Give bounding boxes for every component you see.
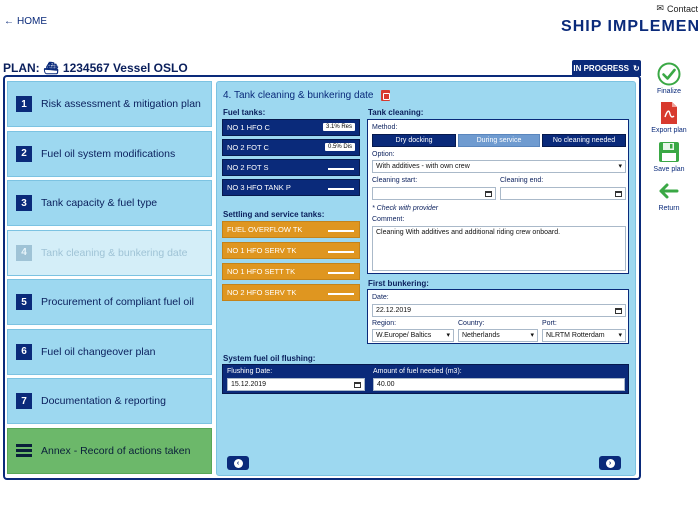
step-label: Procurement of compliant fuel oil xyxy=(41,296,194,308)
fuel-tank-item[interactable] xyxy=(222,179,360,196)
empty-line xyxy=(328,293,354,295)
comment-label: Comment: xyxy=(372,216,405,223)
country-value: Netherlands xyxy=(462,332,500,339)
panel-title xyxy=(223,90,390,101)
calendar-icon[interactable] xyxy=(615,191,622,197)
cleaning-start-input[interactable] xyxy=(372,187,496,200)
step-4[interactable] xyxy=(7,230,212,276)
flushing-box xyxy=(222,364,629,394)
settling-tank-item[interactable] xyxy=(222,242,360,259)
step-annex[interactable] xyxy=(7,428,212,474)
pdf-icon xyxy=(657,101,681,125)
plan-title xyxy=(3,61,188,75)
return-button[interactable] xyxy=(646,179,692,212)
brand-logo: SHIP IMPLEMEN xyxy=(561,18,700,35)
dry-docking-button[interactable]: Dry docking xyxy=(372,134,456,147)
tank-name: FUEL OVERFLOW TK xyxy=(227,225,303,234)
settling-tank-item[interactable] xyxy=(222,284,360,301)
caret-down-icon: ▾ xyxy=(618,332,622,339)
step-number: 3 xyxy=(16,195,32,211)
step-label: Documentation & reporting xyxy=(41,395,166,407)
caret-down-icon: ▾ xyxy=(446,332,450,339)
fuel-tanks-label: Fuel tanks: xyxy=(223,108,266,117)
previous-button[interactable] xyxy=(227,456,249,470)
step-number: 5 xyxy=(16,294,32,310)
settling-tank-item[interactable] xyxy=(222,221,360,238)
cleaning-end-input[interactable] xyxy=(500,187,626,200)
country-label: Country: xyxy=(458,320,485,327)
caret-down-icon: ▾ xyxy=(530,332,534,339)
arrow-left-icon: ← xyxy=(4,16,14,27)
flushing-label: System fuel oil flushing: xyxy=(223,354,316,363)
step-label: Tank cleaning & bunkering date xyxy=(41,246,188,259)
first-bunkering-label: First bunkering: xyxy=(368,279,429,288)
tank-name: NO 2 HFO SERV TK xyxy=(227,288,297,297)
option-select[interactable] xyxy=(372,160,626,173)
flushing-date-input[interactable] xyxy=(227,378,365,391)
refresh-icon[interactable]: ↻ xyxy=(632,63,640,73)
finalize-label: Finalize xyxy=(656,88,682,95)
no-cleaning-button[interactable]: No cleaning needed xyxy=(542,134,626,147)
list-icon xyxy=(16,444,32,457)
save-label: Save plan xyxy=(653,166,685,173)
tank-cleaning-box xyxy=(367,119,629,274)
method-label: Method: xyxy=(372,124,398,131)
empty-line xyxy=(328,251,354,253)
step-number: 4 xyxy=(16,245,32,261)
step-number: 6 xyxy=(16,344,32,360)
return-label: Return xyxy=(658,205,680,212)
status-badge xyxy=(572,60,641,76)
cleaning-start-label: Cleaning start: xyxy=(372,177,418,184)
tank-cleaning-label: Tank cleaning: xyxy=(368,108,424,117)
fuel-amount-input[interactable] xyxy=(373,378,625,391)
step-number: 7 xyxy=(16,393,32,409)
check-circle-icon xyxy=(657,62,681,86)
flushing-date-label: Flushing Date: xyxy=(227,368,273,375)
region-select[interactable] xyxy=(372,329,454,342)
bunkering-date-value: 22.12.2019 xyxy=(376,307,412,314)
tank-name: NO 1 HFO SETT TK xyxy=(227,267,296,276)
vessel-name: 1234567 Vessel OSLO xyxy=(62,61,188,75)
step-label: Fuel oil changeover plan xyxy=(41,345,156,358)
empty-line xyxy=(328,230,354,232)
pdf-icon[interactable] xyxy=(381,90,390,101)
country-select[interactable] xyxy=(458,329,538,342)
step-5[interactable] xyxy=(7,279,212,325)
tank-name: NO 1 HFO SERV TK xyxy=(227,246,297,255)
home-link[interactable] xyxy=(4,16,47,27)
step-label: Tank capacity & fuel type xyxy=(41,197,158,209)
option-label: Option: xyxy=(372,151,395,158)
action-bar xyxy=(646,62,692,218)
provider-note: * Check with provider xyxy=(372,205,439,212)
step-7[interactable] xyxy=(7,378,212,424)
port-select[interactable] xyxy=(542,329,626,342)
fuel-tank-item[interactable] xyxy=(222,119,360,136)
settling-tank-item[interactable] xyxy=(222,263,360,280)
step-label: Risk assessment & mitigation plan xyxy=(41,98,201,110)
export-plan-button[interactable] xyxy=(646,101,692,134)
calendar-icon[interactable] xyxy=(485,191,492,197)
cleaning-end-label: Cleaning end: xyxy=(500,177,544,184)
fuel-tank-item[interactable] xyxy=(222,139,360,156)
port-value: NLRTM Rotterdam xyxy=(546,332,605,339)
empty-line xyxy=(328,188,354,190)
step-6[interactable] xyxy=(7,329,212,375)
empty-line xyxy=(328,168,354,170)
bunkering-date-input[interactable] xyxy=(372,304,626,317)
step-2[interactable] xyxy=(7,131,212,177)
step-number: 1 xyxy=(16,96,32,112)
comment-textarea[interactable]: Cleaning With additives and additional riding crew onboard. xyxy=(372,226,626,271)
tank-name: NO 2 FOT C xyxy=(227,143,269,152)
plan-prefix: PLAN: xyxy=(3,61,40,75)
fuel-tank-item[interactable] xyxy=(222,159,360,176)
bunkering-date-label: Date: xyxy=(372,294,389,301)
top-bar xyxy=(0,0,700,40)
tank-name: NO 3 HFO TANK P xyxy=(227,183,291,192)
option-value: With additives - with own crew xyxy=(376,163,470,170)
home-label: HOME xyxy=(17,16,47,27)
tank-name: NO 2 FOT S xyxy=(227,163,269,172)
finalize-button[interactable] xyxy=(646,62,692,95)
envelope-icon: ✉ xyxy=(656,3,664,13)
flushing-date-value: 15.12.2019 xyxy=(231,381,267,388)
step-3[interactable] xyxy=(7,180,212,226)
status-label: IN PROGRESS xyxy=(573,63,629,73)
ship-icon: ⛴ xyxy=(43,61,59,75)
export-label: Export plan xyxy=(651,127,687,134)
tank-name: NO 1 HFO C xyxy=(227,123,270,132)
step-label: Fuel oil system modifications xyxy=(41,147,176,160)
return-icon xyxy=(657,179,681,203)
step-1[interactable] xyxy=(7,81,212,127)
save-icon xyxy=(657,140,681,164)
port-label: Port: xyxy=(542,320,557,327)
empty-line xyxy=(328,272,354,274)
tank-fuel-badge: 3.1% Res xyxy=(323,123,355,131)
arrow-right-icon: › xyxy=(606,459,615,468)
caret-down-icon: ▾ xyxy=(618,163,622,170)
next-button[interactable] xyxy=(599,456,621,470)
calendar-icon[interactable] xyxy=(615,308,622,314)
arrow-left-icon: ‹ xyxy=(234,459,243,468)
step-label: Annex - Record of actions taken xyxy=(41,444,191,457)
step-list xyxy=(7,81,212,477)
region-label: Region: xyxy=(372,320,397,327)
step-panel xyxy=(216,81,636,476)
during-service-button[interactable]: During service xyxy=(458,134,540,147)
fuel-amount-value: 40.00 xyxy=(377,381,395,388)
settling-tanks-label: Settling and service tanks: xyxy=(223,210,325,219)
step-number: 2 xyxy=(16,146,32,162)
tank-fuel-badge: 0.5% Dis xyxy=(325,143,355,151)
save-plan-button[interactable] xyxy=(646,140,692,173)
first-bunkering-box xyxy=(367,289,629,344)
contact-link[interactable] xyxy=(656,3,698,14)
contact-label: Contact xyxy=(666,3,698,14)
calendar-icon[interactable] xyxy=(354,382,361,388)
region-value: W.Europe/ Baltics xyxy=(376,332,432,339)
fuel-amount-label: Amount of fuel needed (m3): xyxy=(373,368,462,375)
panel-title-text: 4. Tank cleaning & bunkering date xyxy=(223,90,374,101)
